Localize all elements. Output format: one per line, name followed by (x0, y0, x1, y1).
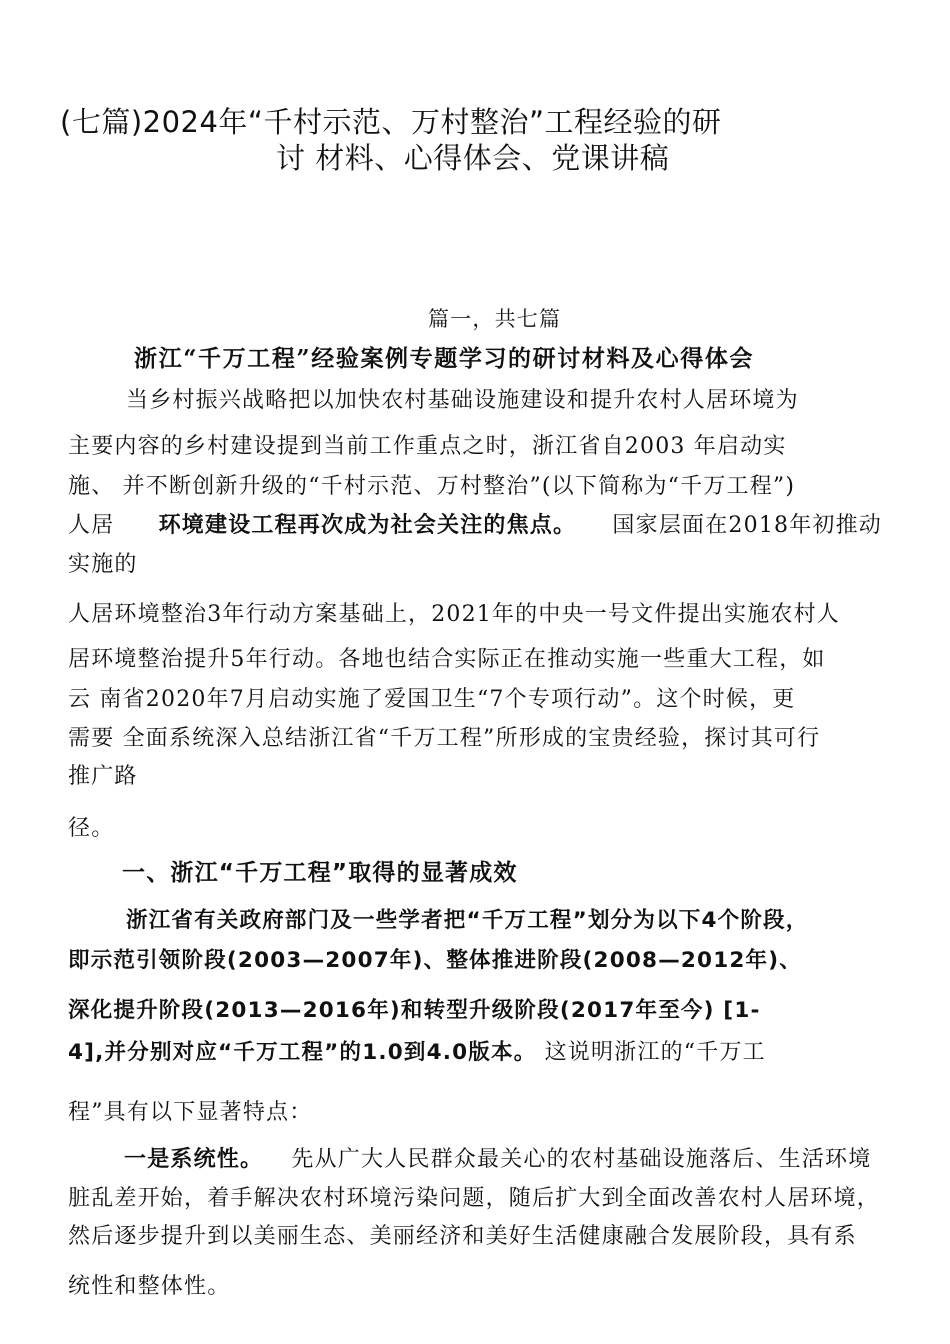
para1-line-4-start: 人居 (68, 513, 115, 538)
para1-line-4-end: 国家层面在2018年初推动 (612, 513, 883, 538)
para1-highlight: 环境建设工程再次成为社会关注的焦点。 (158, 512, 577, 538)
para2-line-3: 云 南省2020年7月启动实施了爱国卫生“7个专项行动”。这个时候，更 (68, 687, 796, 712)
para2-line-4: 需要 全面系统深入总结浙江省“千万工程”所形成的宝贵经验，探讨其可行 (68, 726, 821, 751)
para3-line-4-end: 这说明浙江的“千万工 (544, 1040, 766, 1065)
section-heading-1: 一、浙江“千万工程”取得的显著成效 (122, 860, 518, 886)
para3-line-2: 即示范引领阶段(2003—2007年)、整体推进阶段(2008—2012年)、 (68, 948, 802, 973)
para4-line-2: 脏乱差开始，着手解决农村环境污染问题，随后扩大到全面改善农村人居环境， (68, 1186, 881, 1211)
document-title-line-1: (七篇)2024年“千村示范、万村整治”工程经验的研 (60, 105, 722, 139)
para4-line-4: 统性和整体性。 (68, 1274, 231, 1299)
para4-line-3: 然后逐步提升到以美丽生态、美丽经济和美好生活健康融合发展阶段，具有系 (68, 1224, 857, 1249)
para2-line-1: 人居环境整治3年行动方案基础上，2021年的中央一号文件提出实施农村人 (68, 602, 840, 627)
para1-line-3: 施、 并不断创新升级的“千村示范、万村整治”(以下简称为“千万工程”) (68, 474, 796, 499)
para3-line-4-bold: 4],并分别对应“千万工程”的1.0到4.0版本。 (68, 1040, 537, 1065)
section-label: 篇一，共七篇 (428, 307, 562, 331)
para1-line-5: 实施的 (68, 552, 138, 577)
para1-line-2: 主要内容的乡村建设提到当前工作重点之时，浙江省自2003 年启动实 (68, 434, 787, 459)
para3-line-5: 程”具有以下显著特点： (68, 1100, 313, 1125)
article-title: 浙江“千万工程”经验案例专题学习的研讨材料及心得体会 (134, 345, 755, 372)
para1-line-1: 当乡村振兴战略把以加快农村基础设施建设和提升农村人居环境为 (126, 388, 799, 413)
para3-line-1: 浙江省有关政府部门及一些学者把“千万工程”划分为以下4个阶段， (126, 908, 809, 933)
para3-line-3: 深化提升阶段(2013—2016年)和转型升级阶段(2017年至今) [1- (68, 998, 761, 1023)
para3-line-4 (68, 1038, 766, 1068)
para4-line-1-text: 先从广大人民群众最关心的农村基础设施落后、生活环境 (291, 1147, 872, 1172)
para2-line-5: 推广路 (68, 764, 138, 789)
para1-line-4 (68, 510, 882, 541)
para4-line-1 (124, 1144, 871, 1175)
para4-lead: 一是系统性。 (124, 1146, 264, 1172)
para2-line-2: 居环境整治提升5年行动。各地也结合实际正在推动实施一些重大工程，如 (68, 647, 826, 672)
para2-line-6: 径。 (68, 816, 115, 841)
document-title-line-2: 讨 材料、心得体会、党课讲稿 (276, 141, 670, 175)
